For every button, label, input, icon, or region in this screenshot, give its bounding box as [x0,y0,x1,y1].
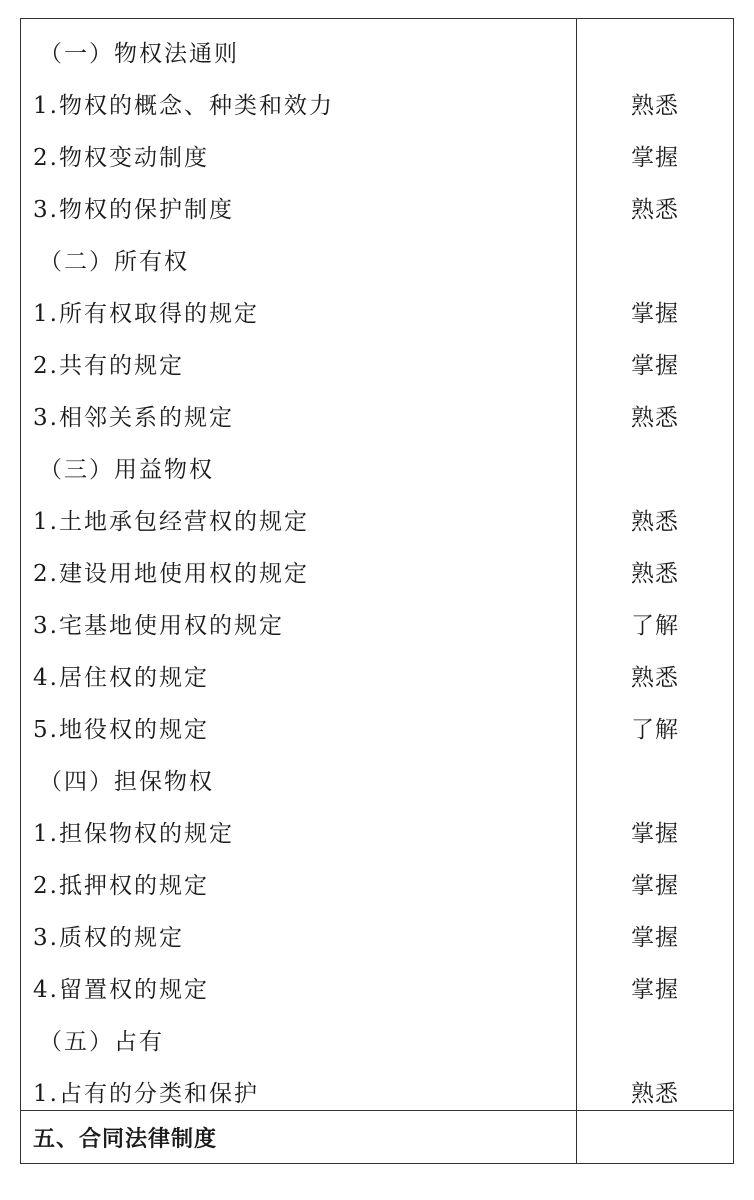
topic-item: 3.宅基地使用权的规定 [33,612,284,639]
level-cell: 掌握 [631,820,679,847]
topic-item: 2.物权变动制度 [33,144,209,171]
level-cell [577,1013,733,1065]
section-heading-4: （四）担保物权 [39,768,214,795]
syllabus-table [20,18,734,1164]
level-cell: 了解 [631,716,679,743]
topic-item: 5.地役权的规定 [33,716,209,743]
topic-item: 1.所有权取得的规定 [33,300,259,327]
topic-item: 2.建设用地使用权的规定 [33,560,309,587]
level-cell [577,441,733,493]
topic-item: 1.土地承包经营权的规定 [33,508,309,535]
level-cell: 掌握 [631,300,679,327]
topic-item: 1.物权的概念、种类和效力 [33,92,334,119]
level-cell: 掌握 [631,144,679,171]
chapter-level-cell [577,1111,733,1163]
topic-item: 2.抵押权的规定 [33,872,209,899]
topic-item: 3.物权的保护制度 [33,196,234,223]
level-cell: 熟悉 [631,664,679,691]
section-heading-1: （一）物权法通则 [39,40,239,67]
level-cell: 熟悉 [631,196,679,223]
level-cell: 熟悉 [631,404,679,431]
level-cell: 熟悉 [631,92,679,119]
topic-item: 3.质权的规定 [33,924,184,951]
section-heading-2: （二）所有权 [39,248,189,275]
topic-item: 1.担保物权的规定 [33,820,234,847]
topic-item: 1.占有的分类和保护 [33,1080,259,1107]
level-cell [577,233,733,285]
level-cell: 熟悉 [631,508,679,535]
topic-column [21,19,577,1110]
section-heading-5: （五）占有 [39,1028,164,1055]
chapter-heading: 五、合同法律制度 [21,1111,577,1163]
level-column [577,19,733,1110]
level-cell: 掌握 [631,976,679,1003]
next-chapter-row [21,1111,733,1163]
level-cell: 熟悉 [631,1080,679,1107]
level-cell: 掌握 [631,924,679,951]
level-cell [577,25,733,77]
syllabus-main-block [21,19,733,1111]
level-cell [577,753,733,805]
topic-item: 4.居住权的规定 [33,664,209,691]
section-heading-3: （三）用益物权 [39,456,214,483]
level-cell: 熟悉 [631,560,679,587]
level-cell: 掌握 [631,352,679,379]
level-cell: 了解 [631,612,679,639]
topic-item: 4.留置权的规定 [33,976,209,1003]
level-cell: 掌握 [631,872,679,899]
topic-item: 2.共有的规定 [33,352,184,379]
topic-item: 3.相邻关系的规定 [33,404,234,431]
